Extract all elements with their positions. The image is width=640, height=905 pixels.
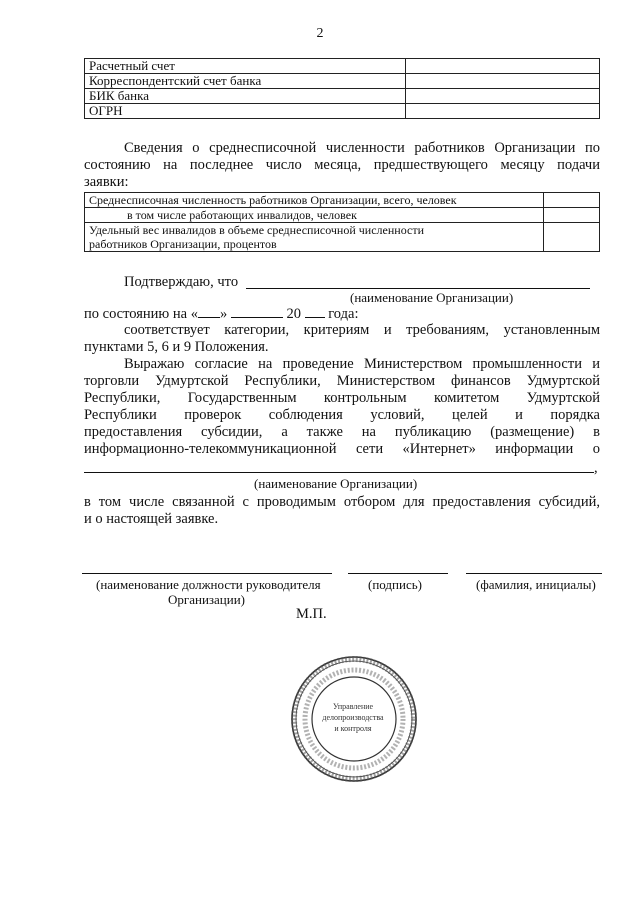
confirm-text: Подтверждаю, что	[124, 274, 239, 290]
staff-table	[84, 192, 600, 252]
staff-row-total-value[interactable]	[544, 193, 600, 208]
consent-line6: информационно-телекоммуникационной сети «Интернет» информации о	[84, 441, 600, 457]
stamp-center-line3: и контроля	[334, 724, 372, 733]
bank-details-table	[84, 58, 600, 119]
stamp-center-line2: делопроизводства	[322, 713, 384, 722]
signature-line[interactable]	[348, 573, 448, 574]
staff-row-disabled-value[interactable]	[544, 208, 600, 223]
date-line	[84, 305, 358, 323]
consent-line3: Республики, Государственным контрольным комитетом Удмуртской	[84, 390, 600, 406]
table-row	[85, 74, 600, 89]
row-label-ogrn: ОГРН	[85, 104, 406, 119]
staff-intro-line3: заявки:	[84, 174, 129, 190]
row-value-ogrn[interactable]	[406, 104, 600, 119]
date-year: 20	[286, 306, 301, 322]
table-row	[85, 104, 600, 119]
staff-intro-line2: состоянию на последнее число месяца, предшествующего месяцу подачи	[84, 157, 600, 173]
org-info-blank[interactable]	[84, 472, 594, 473]
org-name-caption: (наименование Организации)	[350, 290, 514, 305]
date-quote-close: »	[219, 306, 228, 322]
table-row	[85, 223, 600, 252]
row-label-corr-account: Корреспондентский счет банка	[85, 74, 406, 89]
staff-intro-line1: Сведения о среднесписочной численности работников Организации по	[124, 140, 600, 156]
name-caption: (фамилия, инициалы)	[476, 577, 596, 592]
position-signature-line[interactable]	[82, 573, 332, 574]
staff-row-disabled-label: в том числе работающих инвалидов, человек	[85, 208, 544, 223]
row-label-bik: БИК банка	[85, 89, 406, 104]
table-row	[85, 89, 600, 104]
page-number: 2	[316, 26, 324, 41]
blank-comma: ,	[594, 460, 598, 476]
date-prefix: по состоянию на «	[84, 306, 198, 322]
staff-row-share-label	[85, 223, 544, 252]
confirm-line3: соответствует категории, критериям и требованиям, установленным	[124, 322, 600, 338]
row-value-corr-account[interactable]	[406, 74, 600, 89]
signature-caption: (подпись)	[368, 577, 422, 592]
row-value-bik[interactable]	[406, 89, 600, 104]
staff-row-share-value[interactable]	[544, 223, 600, 252]
org-info-caption: (наименование Организации)	[254, 476, 418, 491]
date-suffix: года:	[328, 306, 359, 322]
table-row	[85, 208, 600, 223]
position-caption-line1: (наименование должности руководителя	[96, 577, 321, 592]
table-row	[85, 193, 600, 208]
staff-row-share-line1: Удельный вес инвалидов в объеме среднесписочной численности	[89, 223, 424, 237]
position-caption-line2: Организации)	[168, 592, 246, 607]
day-blank[interactable]	[198, 305, 220, 318]
row-value-account[interactable]	[406, 59, 600, 74]
table-row	[85, 59, 600, 74]
staff-row-share-line2: работников Организации, процентов	[89, 237, 277, 251]
staff-row-total-label: Среднесписочная численность работников Организации, всего, человек	[85, 193, 544, 208]
org-name-blank[interactable]	[246, 288, 590, 289]
consent-line4: Республики проверок соблюдения условий, целей и порядка	[84, 407, 600, 423]
seal-mark: М.П.	[296, 606, 327, 622]
month-blank[interactable]	[231, 305, 283, 318]
consent-line5: предоставления субсидии, а также на публикацию (размещение) в	[84, 424, 600, 440]
official-stamp	[289, 654, 419, 784]
consent-after-line1: в том числе связанной с проводимым отбором для предоставления субсидий,	[84, 494, 600, 510]
year-blank[interactable]	[305, 305, 325, 318]
consent-after-line2: и о настоящей заявке.	[84, 511, 219, 527]
confirm-line4: пунктами 5, 6 и 9 Положения.	[84, 339, 269, 355]
stamp-center-line1: Управление	[332, 702, 374, 711]
consent-line2: торговли Удмуртской Республики, Министерством финансов Удмуртской	[84, 373, 600, 389]
consent-line1: Выражаю согласие на проведение Министерством промышленности и	[124, 356, 600, 372]
row-label-account: Расчетный счет	[85, 59, 406, 74]
name-signature-line[interactable]	[466, 573, 602, 574]
